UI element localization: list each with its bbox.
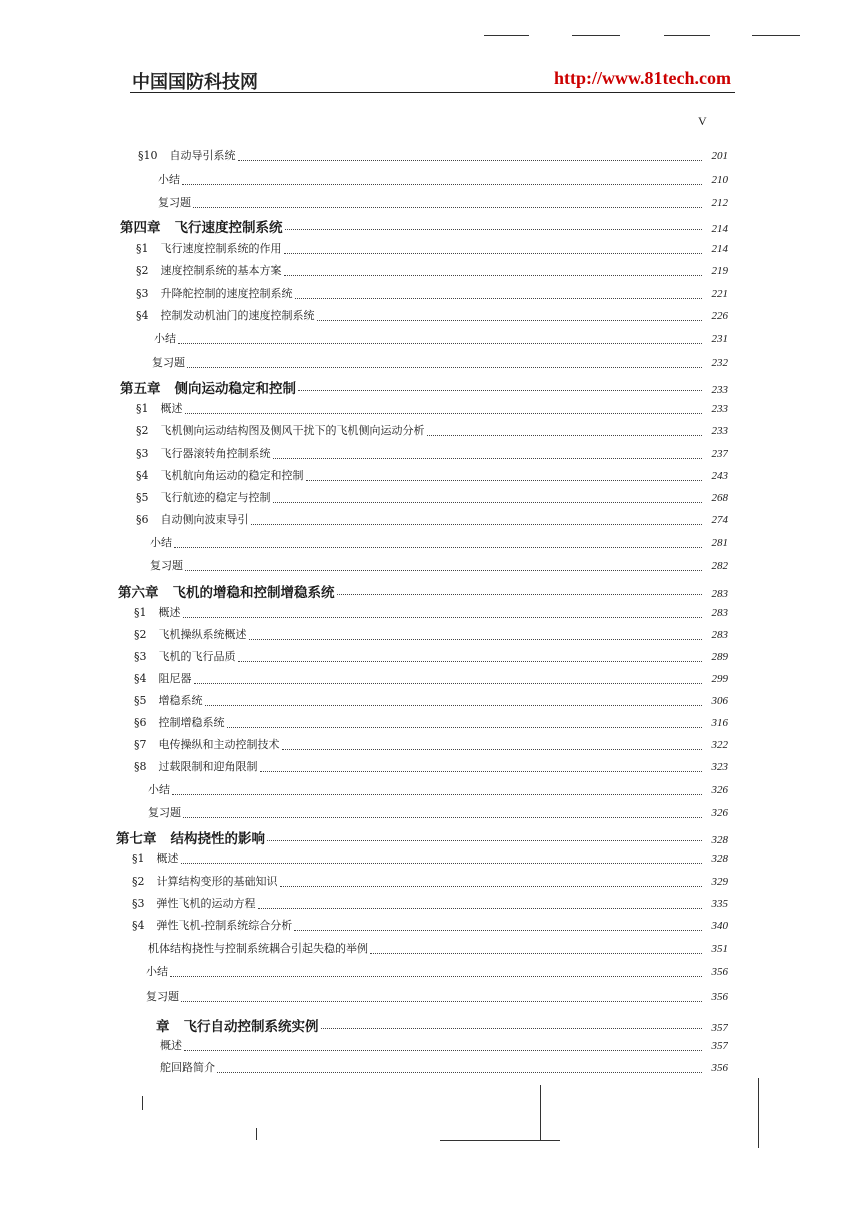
- toc-page-number: 335: [711, 898, 728, 910]
- toc-entry-title: 阻尼器: [158, 672, 192, 685]
- toc-row[interactable]: [138, 147, 728, 165]
- toc-entry-title: 飞行速度控制系统的作用: [160, 242, 282, 255]
- toc-page-number: 221: [711, 288, 728, 300]
- toc-row[interactable]: [136, 489, 728, 507]
- toc-entry-title: 概述: [160, 1039, 182, 1052]
- toc-page-number: 214: [711, 223, 728, 234]
- toc-entry-number: §4: [136, 309, 149, 322]
- toc-page-number: 237: [711, 448, 728, 460]
- dot-leader: [284, 253, 703, 254]
- toc-page-number: 201: [711, 150, 728, 162]
- dot-leader: [185, 413, 703, 414]
- toc-page-number: 268: [711, 492, 728, 504]
- toc-entry-title: 速度控制系统的基本方案: [160, 264, 282, 277]
- toc-page-number: 210: [711, 174, 728, 186]
- toc-entry-title: 飞行自动控制系统实例: [183, 1019, 319, 1033]
- toc-row[interactable]: [134, 604, 728, 622]
- toc-page-number: 282: [711, 560, 728, 572]
- dot-leader: [238, 160, 703, 161]
- toc-row[interactable]: [136, 422, 728, 440]
- toc-page-number: 329: [711, 876, 728, 888]
- toc-row[interactable]: [158, 194, 728, 212]
- dot-leader: [273, 502, 703, 503]
- toc-page-number: 357: [711, 1022, 728, 1033]
- toc-entry-title: 计算结构变形的基础知识: [156, 875, 278, 888]
- toc-entry-title: 机体结构挠性与控制系统耦合引起失稳的举例: [148, 942, 368, 955]
- toc-entry-title: 概述: [158, 606, 181, 619]
- site-url[interactable]: http://www.81tech.com: [554, 68, 731, 88]
- toc-entry-title: 升降舵控制的速度控制系统: [160, 287, 293, 300]
- toc-page-number: 219: [711, 265, 728, 277]
- toc-chapter-row[interactable]: [118, 581, 728, 599]
- toc-entry-number: §2: [132, 875, 145, 888]
- toc-row[interactable]: [160, 1059, 728, 1077]
- toc-row[interactable]: [148, 781, 728, 799]
- toc-entry-title: 复习题: [152, 356, 185, 369]
- toc-row[interactable]: [132, 917, 728, 935]
- toc-page-number: 357: [711, 1040, 728, 1052]
- dot-leader: [172, 794, 702, 795]
- toc-entry-title: 弹性飞机-控制系统综合分析: [156, 919, 293, 932]
- toc-chapter-row[interactable]: [156, 1015, 728, 1033]
- toc-row[interactable]: [146, 988, 728, 1006]
- toc-entry-title: 复习题: [158, 196, 191, 209]
- dot-leader: [205, 705, 703, 706]
- toc-page-number: 233: [711, 384, 728, 395]
- dot-leader: [181, 1001, 702, 1002]
- toc-page-number: 323: [711, 761, 728, 773]
- toc-row[interactable]: [134, 758, 728, 776]
- toc-entry-title: 小结: [154, 332, 176, 345]
- toc-entry-number: §2: [136, 264, 149, 277]
- toc-row[interactable]: [154, 330, 728, 348]
- toc-entry-number: §1: [136, 402, 149, 415]
- toc-entry-title: 飞机航向角运动的稳定和控制: [160, 469, 304, 482]
- dot-leader: [181, 863, 703, 864]
- dot-leader: [217, 1072, 702, 1073]
- dot-leader: [251, 524, 703, 525]
- toc-row[interactable]: [136, 511, 728, 529]
- toc-page-number: 214: [711, 243, 728, 255]
- toc-entry-number: §3: [132, 897, 145, 910]
- site-name: 中国国防科技网: [132, 72, 258, 93]
- toc-row[interactable]: [136, 307, 728, 325]
- toc-row[interactable]: [136, 445, 728, 463]
- dot-leader: [260, 771, 703, 772]
- toc-entry-title: 飞机侧向运动结构图及侧风干扰下的飞机侧向运动分析: [160, 424, 425, 437]
- dot-leader: [285, 229, 703, 230]
- toc-row[interactable]: [152, 354, 728, 372]
- toc-page-number: 233: [711, 425, 728, 437]
- toc-page-number: 231: [711, 333, 728, 345]
- dot-leader: [337, 594, 703, 595]
- toc-entry-number: §1: [134, 606, 147, 619]
- toc-entry-number: 第六章: [118, 585, 159, 599]
- toc-entry-title: 飞机的增稳和控制增稳系统: [172, 585, 335, 599]
- page-number: V: [698, 114, 707, 128]
- scan-mark: [540, 1085, 541, 1140]
- toc-page-number: 306: [711, 695, 728, 707]
- toc-row[interactable]: [158, 171, 728, 189]
- toc-entry-number: 第四章: [120, 220, 161, 234]
- toc-page-number: 232: [711, 357, 728, 369]
- dot-leader: [178, 343, 702, 344]
- toc-entry-number: §1: [132, 852, 145, 865]
- toc-row[interactable]: [132, 873, 728, 891]
- toc-row[interactable]: [148, 940, 728, 958]
- toc-page-number: 299: [711, 673, 728, 685]
- toc-row[interactable]: [160, 1037, 728, 1055]
- toc-row[interactable]: [134, 626, 728, 644]
- toc-page-number: 316: [711, 717, 728, 729]
- toc-page-number: 283: [711, 607, 728, 619]
- toc-page-number: 274: [711, 514, 728, 526]
- toc-page-number: 326: [711, 807, 728, 819]
- dot-leader: [184, 1050, 702, 1051]
- toc-row[interactable]: [134, 714, 728, 732]
- toc-entry-title: 结构挠性的影响: [170, 831, 265, 845]
- dot-leader: [193, 207, 702, 208]
- toc-page-number: 212: [711, 197, 728, 209]
- toc-entry-number: §5: [136, 491, 149, 504]
- dot-leader: [267, 840, 702, 841]
- toc-entry-title: 舵回路简介: [160, 1061, 215, 1074]
- toc-page-number: 328: [711, 834, 728, 845]
- toc-row[interactable]: [132, 895, 728, 913]
- toc-entry-title: 概述: [156, 852, 179, 865]
- toc-entry-number: §6: [134, 716, 147, 729]
- toc-row[interactable]: [136, 400, 728, 418]
- toc-entry-number: §4: [132, 919, 145, 932]
- dot-leader: [370, 953, 702, 954]
- toc-entry-title: 小结: [150, 536, 172, 549]
- dot-leader: [183, 817, 702, 818]
- dot-leader: [282, 749, 703, 750]
- toc-entry-title: 飞行速度控制系统: [174, 220, 283, 234]
- toc-entry-number: §8: [134, 760, 147, 773]
- scan-mark: [142, 1096, 143, 1110]
- dot-leader: [249, 639, 703, 640]
- toc-page-number: 289: [711, 651, 728, 663]
- toc-entry-title: 小结: [148, 783, 170, 796]
- dot-leader: [273, 458, 703, 459]
- toc-chapter-row[interactable]: [120, 216, 728, 234]
- toc-row[interactable]: [134, 736, 728, 754]
- dot-leader: [284, 275, 703, 276]
- toc-entry-number: §3: [134, 650, 147, 663]
- toc-entry-title: 过载限制和迎角限制: [158, 760, 258, 773]
- dot-leader: [280, 886, 703, 887]
- toc-entry-title: 侧向运动稳定和控制: [174, 381, 296, 395]
- scan-mark: [256, 1128, 257, 1140]
- toc-entry-title: 自动导引系统: [169, 149, 236, 162]
- toc-page-number: 283: [711, 588, 728, 599]
- dot-leader: [227, 727, 703, 728]
- toc-row[interactable]: [136, 285, 728, 303]
- toc-row[interactable]: [146, 963, 728, 981]
- dot-leader: [174, 547, 702, 548]
- toc-entry-number: §2: [136, 424, 149, 437]
- toc-entry-number: §1: [136, 242, 149, 255]
- toc-page-number: 356: [711, 966, 728, 978]
- toc-entry-number: §4: [136, 469, 149, 482]
- toc-page-number: 326: [711, 784, 728, 796]
- toc-entry-title: 控制增稳系统: [158, 716, 225, 729]
- dot-leader: [306, 480, 703, 481]
- toc-page-number: 322: [711, 739, 728, 751]
- dot-leader: [317, 320, 703, 321]
- toc-entry-number: §7: [134, 738, 147, 751]
- toc-entry-title: 弹性飞机的运动方程: [156, 897, 256, 910]
- toc-row[interactable]: [150, 557, 728, 575]
- toc-entry-title: 概述: [160, 402, 183, 415]
- toc-row[interactable]: [150, 534, 728, 552]
- toc-entry-title: 自动侧向波束导引: [160, 513, 249, 526]
- toc-chapter-row[interactable]: [120, 377, 728, 395]
- dot-leader: [258, 908, 703, 909]
- dot-leader: [298, 390, 702, 391]
- toc-page-number: 351: [711, 943, 728, 955]
- toc-entry-title: 飞行航迹的稳定与控制: [160, 491, 271, 504]
- dot-leader: [427, 435, 703, 436]
- toc-entry-title: 飞行器滚转角控制系统: [160, 447, 271, 460]
- toc-row[interactable]: [134, 648, 728, 666]
- toc-entry-number: 章: [156, 1019, 170, 1033]
- toc-page-number: 356: [711, 1062, 728, 1074]
- toc-entry-title: 小结: [146, 965, 168, 978]
- toc-page-number: 340: [711, 920, 728, 932]
- toc-page-number: 356: [711, 991, 728, 1003]
- toc-entry-title: 飞机的飞行品质: [158, 650, 236, 663]
- dot-leader: [295, 298, 703, 299]
- toc-entry-title: 增稳系统: [158, 694, 203, 707]
- toc-entry-number: §2: [134, 628, 147, 641]
- dot-leader: [183, 617, 703, 618]
- toc-row[interactable]: [136, 262, 728, 280]
- toc-entry-number: §3: [136, 447, 149, 460]
- toc-entry-title: 电传操纵和主动控制技术: [158, 738, 280, 751]
- toc-entry-number: 第五章: [120, 381, 161, 395]
- toc-entry-number: §4: [134, 672, 147, 685]
- dot-leader: [187, 367, 702, 368]
- dot-leader: [321, 1028, 703, 1029]
- toc-page-number: 281: [711, 537, 728, 549]
- toc-row[interactable]: [134, 670, 728, 688]
- toc-row[interactable]: [148, 804, 728, 822]
- scan-mark: [440, 1140, 560, 1141]
- toc-entry-title: 控制发动机油门的速度控制系统: [160, 309, 315, 322]
- toc-entry-title: 飞机操纵系统概述: [158, 628, 247, 641]
- scan-mark: [758, 1078, 759, 1148]
- dot-leader: [194, 683, 703, 684]
- toc-row[interactable]: [134, 692, 728, 710]
- dot-leader: [182, 184, 702, 185]
- dot-leader: [294, 930, 702, 931]
- toc-entry-number: §5: [134, 694, 147, 707]
- toc-entry-title: 复习题: [146, 990, 179, 1003]
- toc-entry-title: 小结: [158, 173, 180, 186]
- dot-leader: [238, 661, 703, 662]
- toc-row[interactable]: [132, 850, 728, 868]
- toc-page-number: 233: [711, 403, 728, 415]
- toc-entry-number: §6: [136, 513, 149, 526]
- toc-entry-title: 复习题: [148, 806, 181, 819]
- toc-page-number: 328: [711, 853, 728, 865]
- dot-leader: [170, 976, 702, 977]
- dot-leader: [185, 570, 702, 571]
- toc-entry-number: 第七章: [116, 831, 157, 845]
- toc-page-number: 226: [711, 310, 728, 322]
- toc-entry-number: §10: [138, 149, 158, 162]
- toc-page-number: 283: [711, 629, 728, 641]
- toc-page-number: 243: [711, 470, 728, 482]
- toc-chapter-row[interactable]: [116, 827, 728, 845]
- toc-entry-number: §3: [136, 287, 149, 300]
- toc-row[interactable]: [136, 467, 728, 485]
- toc-row[interactable]: [136, 240, 728, 258]
- toc-entry-title: 复习题: [150, 559, 183, 572]
